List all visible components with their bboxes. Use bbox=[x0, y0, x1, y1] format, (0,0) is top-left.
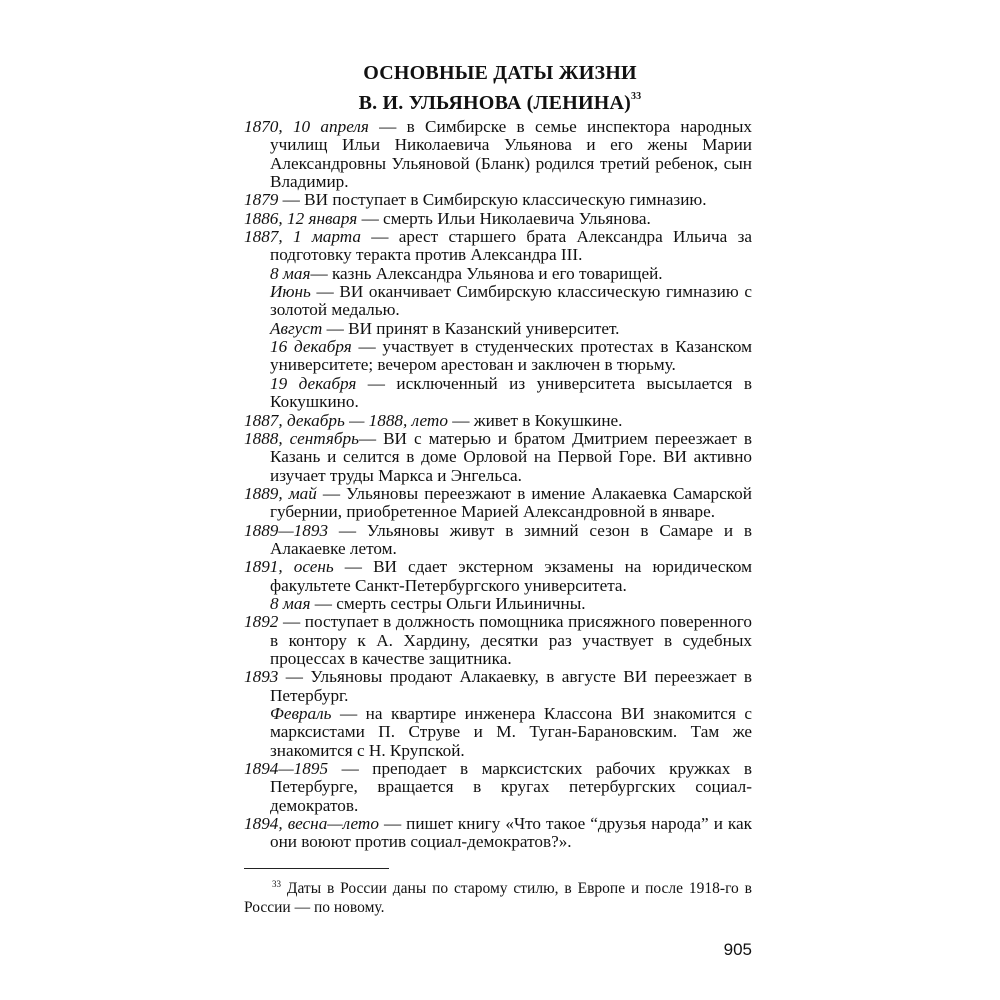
page-title-line-2 bbox=[0, 84, 1000, 116]
chronology-subentry bbox=[244, 595, 752, 613]
entry-date: Август bbox=[270, 318, 323, 338]
entry-text: — ВИ сдает экстерном экзамены на юридическом факультете Санкт-Петербургского университета. bbox=[270, 557, 752, 595]
chronology-subentry bbox=[244, 375, 752, 412]
page-number: 905 bbox=[723, 940, 752, 959]
entry-date: 1894, весна—лето bbox=[244, 814, 379, 834]
entry-text: — живет в Кокушкине. bbox=[447, 410, 623, 430]
entry-date: 1888, сентябрь bbox=[244, 428, 359, 448]
entry-date: 1889—1893 bbox=[244, 520, 329, 540]
chronology-entry bbox=[244, 430, 752, 485]
chronology-entry bbox=[244, 228, 752, 265]
entry-date: 8 мая bbox=[270, 263, 311, 283]
chronology-entry bbox=[244, 668, 752, 705]
entry-date: 1889, май bbox=[244, 483, 317, 503]
entry-date: 16 декабря bbox=[270, 337, 352, 357]
chronology-entry bbox=[244, 485, 752, 522]
chronology-subentry bbox=[244, 320, 752, 338]
chronology-entry bbox=[244, 760, 752, 815]
entry-date: 1893 bbox=[244, 667, 279, 687]
chronology-entry bbox=[244, 558, 752, 595]
entry-date: 19 декабря bbox=[270, 373, 357, 393]
footnote-mark: 33 bbox=[272, 879, 281, 889]
title-footnote-mark: 33 bbox=[630, 91, 642, 102]
entry-text: — ВИ оканчивает Симбирскую классическую гимназию с золотой медалью. bbox=[270, 282, 752, 320]
entry-date: 1879 bbox=[244, 190, 279, 210]
entry-text: — ВИ с матерью и братом Дмитрием переезжает в Казань и селится в доме Орловой на Первой Горе. ВИ активно изучает труды Маркса и Энгельса. bbox=[270, 428, 753, 485]
entry-text: — на квартире инженера Классона ВИ знакомится с марксистами П. Струве и М. Туган-Барановским. Там же знакомится с Н. Крупской. bbox=[270, 704, 752, 760]
entry-text: — участвует в студенческих протестах в Казанском университете; вечером арестован и заключен в тюрьму. bbox=[270, 337, 752, 375]
chronology-subentry bbox=[244, 283, 752, 320]
entry-text: — исключенный из университета высылается в Кокушкино. bbox=[270, 373, 752, 412]
entry-text: — Ульяновы живут в зимний сезон в Самаре и в Алакаевке летом. bbox=[270, 520, 752, 558]
entry-date: 1892 bbox=[244, 612, 279, 632]
chronology-entry bbox=[244, 210, 752, 228]
entry-date: Февраль bbox=[270, 704, 332, 723]
entry-date: 1891, осень bbox=[244, 557, 334, 577]
chronology-entry bbox=[244, 412, 752, 430]
entry-date: 1887, декабрь — 1888, лето bbox=[244, 410, 448, 430]
entry-date: 1870, 10 апреля bbox=[244, 117, 369, 136]
entry-text: — пишет книгу «Что такое “друзья народа” и как они воюют против социал-демократов?». bbox=[270, 814, 752, 852]
chronology-entry bbox=[244, 118, 752, 191]
entry-text: — арест старшего брата Александра Ильича за подготовку теракта против Александра III. bbox=[270, 227, 752, 265]
chronology-entry bbox=[244, 613, 752, 668]
chronology-subentry bbox=[244, 705, 752, 760]
chronology-subentry bbox=[244, 265, 752, 283]
entry-date: Июнь bbox=[270, 282, 311, 302]
chronology-list bbox=[244, 118, 752, 852]
entry-text: — преподает в марксистских рабочих кружках в Петербурге, вращается в кругах петербургских социал-демократов. bbox=[270, 759, 752, 815]
page-title-line-1 bbox=[0, 60, 1000, 86]
footnote bbox=[244, 875, 752, 917]
entry-text: — в Симбирске в семье инспектора народных училищ Ильи Николаевича Ульянова и его жены Марии Александровны Ульяновой (Бланк) родился третий ребенок, сын Владимир. bbox=[270, 117, 752, 192]
entry-date: 1886, 12 января bbox=[244, 208, 358, 228]
chronology-entry bbox=[244, 191, 752, 209]
footnote-text: Даты в России даны по старому стилю, в Европе и после 1918-го в России — по новому. bbox=[244, 880, 752, 916]
title-line-2-text: В. И. УЛЬЯНОВА (ЛЕНИНА) bbox=[358, 92, 631, 114]
entry-text: — смерть сестры Ольги Ильиничны. bbox=[310, 593, 586, 613]
chronology-entry bbox=[244, 815, 752, 852]
entry-text: — поступает в должность помощника присяжного поверенного в контору к А. Хардину, десятки раз участвует в судебных процессах в качестве защитника. bbox=[270, 612, 752, 668]
entry-text: — ВИ поступает в Симбирскую классическую гимназию. bbox=[278, 190, 707, 210]
entry-text: — казнь Александра Ульянова и его товарищей. bbox=[310, 263, 663, 283]
entry-date: 1894—1895 bbox=[244, 759, 329, 779]
footnote-divider bbox=[244, 868, 389, 869]
entry-date: 1887, 1 марта bbox=[244, 227, 361, 247]
chronology-entry bbox=[244, 522, 752, 559]
chronology-subentry bbox=[244, 338, 752, 375]
entry-date: 8 мая bbox=[270, 593, 311, 613]
title-line-1-text: ОСНОВНЫЕ ДАТЫ ЖИЗНИ bbox=[363, 62, 637, 84]
entry-text: — Ульяновы переезжают в имение Алакаевка Самарской губернии, приобретенное Марией Александровной в январе. bbox=[270, 483, 752, 522]
entry-text: — Ульяновы продают Алакаевку, в августе ВИ переезжает в Петербург. bbox=[270, 667, 752, 705]
entry-text: — смерть Ильи Николаевича Ульянова. bbox=[357, 208, 651, 228]
entry-text: — ВИ принят в Казанский университет. bbox=[322, 318, 620, 338]
